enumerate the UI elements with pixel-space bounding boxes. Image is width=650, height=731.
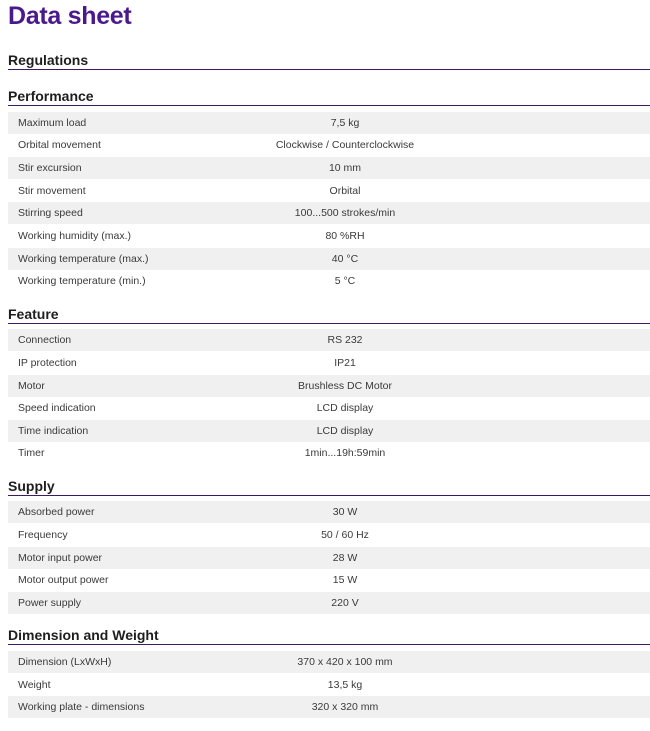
table-row [8, 674, 650, 696]
row-label: Timer [18, 447, 45, 459]
row-label: Weight [18, 679, 51, 691]
table-row [8, 180, 650, 202]
table-row [8, 442, 650, 464]
page-title: Data sheet [8, 2, 132, 30]
section-header-supply [8, 474, 650, 496]
section-header-feature [8, 302, 650, 324]
row-value: 40 °C [331, 253, 359, 265]
table-row [8, 524, 650, 546]
table-row [8, 352, 650, 374]
table-row [8, 329, 650, 351]
row-value: Clockwise / Counterclockwise [275, 139, 415, 151]
table-row [8, 270, 650, 292]
section-title: Dimension and Weight [8, 627, 159, 643]
row-label: Stir excursion [18, 162, 82, 174]
row-value: 320 x 320 mm [311, 701, 379, 713]
table-row [8, 397, 650, 419]
section-header-regulations [8, 48, 650, 70]
table-row [8, 501, 650, 523]
row-value: Brushless DC Motor [298, 380, 392, 392]
row-value: 28 W [332, 552, 358, 564]
section-title: Feature [8, 306, 59, 322]
row-value: 50 / 60 Hz [321, 529, 369, 541]
row-value: IP21 [334, 357, 356, 369]
row-label: Stirring speed [18, 207, 83, 219]
row-label: Working temperature (max.) [18, 253, 149, 265]
row-value: 370 x 420 x 100 mm [297, 656, 393, 668]
table-row [8, 112, 650, 134]
section-title: Regulations [8, 52, 89, 68]
section-header-performance [8, 84, 650, 106]
table-row [8, 651, 650, 673]
row-label: Frequency [18, 529, 68, 541]
row-label: Connection [18, 334, 72, 346]
table-row [8, 202, 650, 224]
row-label: Working temperature (min.) [18, 275, 146, 287]
row-label: Power supply [18, 597, 82, 609]
row-value: 7,5 kg [330, 117, 360, 129]
row-label: Motor output power [18, 574, 109, 586]
row-label: Maximum load [18, 117, 87, 129]
row-label: Time indication [18, 425, 89, 437]
row-value: LCD display [316, 425, 374, 437]
row-label: IP protection [18, 357, 77, 369]
row-value: 10 mm [328, 162, 362, 174]
table-row [8, 375, 650, 397]
row-value: 5 °C [334, 275, 356, 287]
section-title: Performance [8, 88, 94, 104]
table-row [8, 248, 650, 270]
row-value: 30 W [332, 506, 358, 518]
row-value: 15 W [332, 574, 358, 586]
row-label: Stir movement [18, 185, 86, 197]
row-label: Motor [18, 380, 45, 392]
table-row [8, 547, 650, 569]
row-label: Working plate - dimensions [18, 701, 145, 713]
row-label: Speed indication [18, 402, 96, 414]
table-row [8, 569, 650, 591]
table-row [8, 134, 650, 156]
table-row [8, 420, 650, 442]
row-label: Absorbed power [18, 506, 95, 518]
table-row [8, 696, 650, 718]
section-title: Supply [8, 478, 55, 494]
row-value: 100...500 strokes/min [294, 207, 396, 219]
row-value: 220 V [331, 597, 359, 609]
row-value: RS 232 [327, 334, 363, 346]
table-row [8, 225, 650, 247]
row-value: LCD display [316, 402, 374, 414]
row-value: 13,5 kg [327, 679, 363, 691]
row-value: Orbital [329, 185, 361, 197]
row-label: Working humidity (max.) [18, 230, 131, 242]
table-row [8, 157, 650, 179]
row-value: 1min...19h:59min [304, 447, 386, 459]
row-label: Dimension (LxWxH) [18, 656, 112, 668]
row-label: Motor input power [18, 552, 103, 564]
table-row [8, 592, 650, 614]
section-header-dimension-and-weight [8, 623, 650, 645]
row-value: 80 %RH [325, 230, 365, 242]
row-label: Orbital movement [18, 139, 101, 151]
